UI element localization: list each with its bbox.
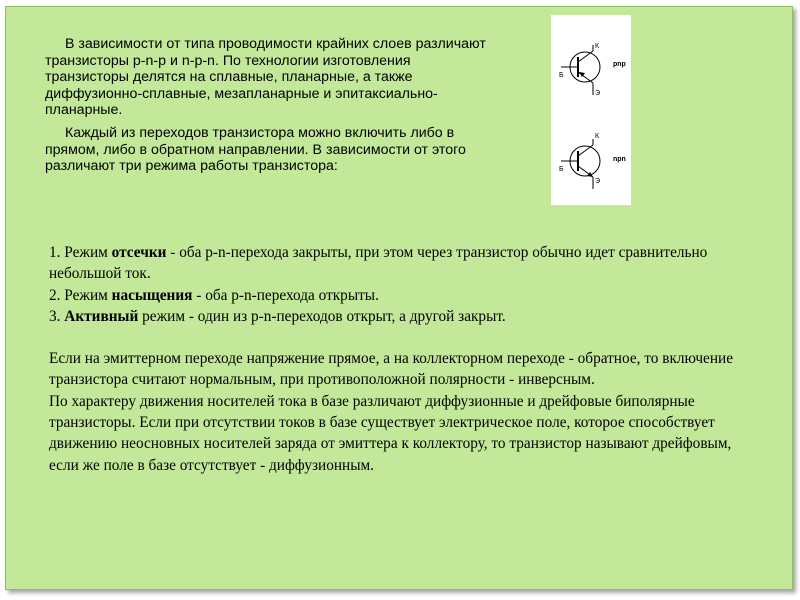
mode-1-description: - оба p-n-перехода закрыты, при этом через транзистор обычно идет сравнительно небольшой ток. — [49, 244, 708, 283]
pnp-collector-label: К — [595, 43, 600, 50]
mode-2 — [49, 285, 749, 306]
intro-paragraph-2: Каждый из переходов транзистора можно включить либо в прямом, либо в обратном направлении. В зависимости от этого различают три режима работы транзистора: — [45, 124, 466, 175]
pnp-base-label: Б — [559, 72, 564, 79]
mode-3-name: Активный — [64, 307, 139, 325]
intro-paragraph-1: В зависимости от типа проводимости крайних слоев различают транзисторы p-n-p и n-p-n. По технологии изготовления транзисторы делятся на сплавные, планарные, а также диффузионно-сплавные, мезапланарные и эпитаксиально-планарные. — [45, 36, 486, 119]
npn-symbol — [559, 133, 626, 189]
mode-3-prefix: 3. — [49, 307, 65, 325]
transistor-symbols-image — [551, 15, 631, 205]
mode-2-name: насыщения — [111, 286, 193, 304]
pnp-symbol — [559, 43, 626, 97]
mode-1 — [49, 242, 749, 285]
intro-text — [45, 36, 495, 181]
pnp-type-label: pnp — [613, 61, 626, 68]
body-paragraph-1: Если на эмиттерном переходе напряжение прямое, а на коллекторном переходе - обратное, то включение транзистора считают нормальным, при противоположной полярности - инверсным. — [49, 350, 734, 389]
mode-1-name: отсечки — [111, 244, 167, 261]
body-paragraph-2: По характеру движения носителей тока в базе различают диффузионные и дрейфовые биполярные транзисторы. Если при отсутствии токов в базе существует электрическое поле, которое способствует движению неосновных носителей заряда от эмиттера к коллектору, то транзистор называют дрейфовым, если же поле в базе отсутствует - диффузионным. — [49, 392, 732, 474]
npn-collector-label: К — [595, 133, 600, 140]
main-text — [49, 242, 749, 476]
mode-3 — [49, 306, 749, 327]
npn-emitter-label: Э — [595, 178, 601, 185]
pnp-emitter-label: Э — [595, 90, 601, 97]
mode-3-description: режим - один из p-n-переходов открыт, а другой закрыт. — [138, 307, 506, 325]
mode-2-description: - оба p-n-перехода открыты. — [192, 286, 379, 304]
spacer — [49, 327, 749, 348]
mode-1-prefix: 1. Режим — [49, 244, 112, 261]
npn-base-label: Б — [559, 166, 564, 173]
npn-type-label: npn — [613, 156, 626, 163]
mode-2-prefix: 2. Режим — [49, 286, 112, 304]
